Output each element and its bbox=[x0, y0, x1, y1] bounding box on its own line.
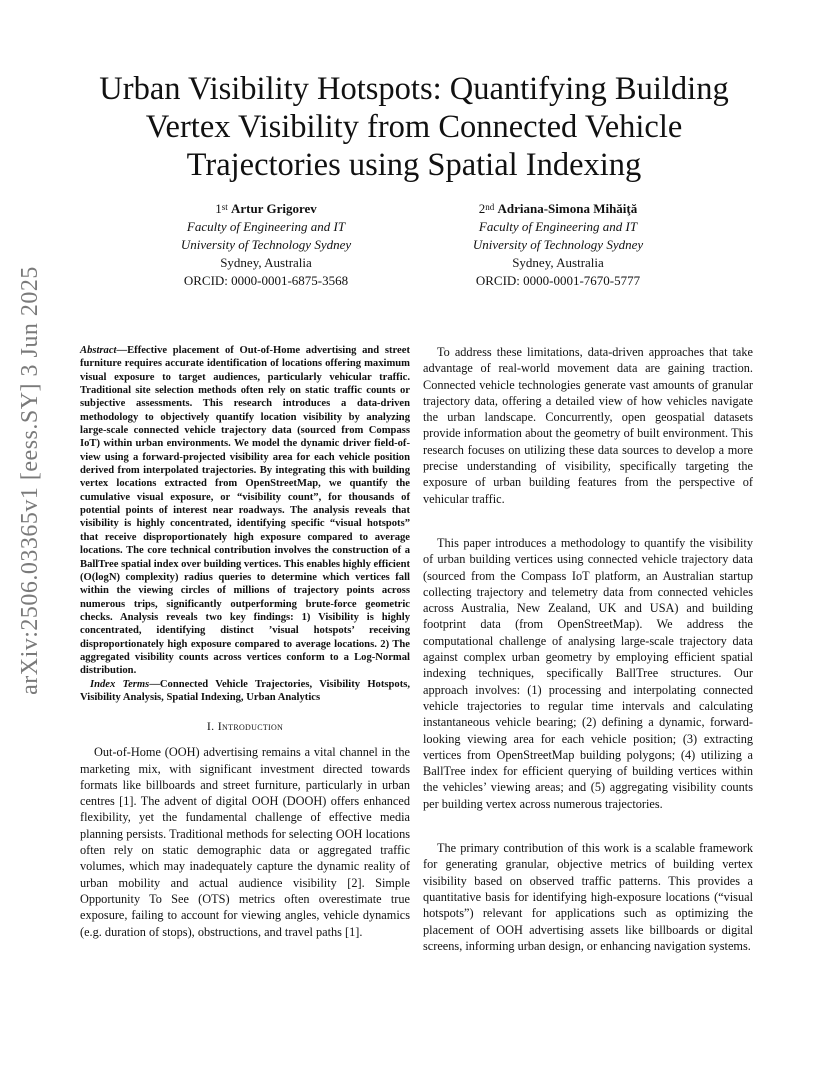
author-university: University of Technology Sydney bbox=[472, 237, 644, 252]
author-ordinal-suffix: nd bbox=[485, 202, 495, 212]
arxiv-id: arXiv:2506.03365v1 [eess.SY] 3 Jun 2025 bbox=[16, 265, 43, 695]
author-faculty: Faculty of Engineering and IT bbox=[186, 219, 346, 234]
author-ordinal: 1 bbox=[215, 201, 222, 216]
author-name-line bbox=[136, 200, 396, 218]
author-orcid: ORCID: 0000-0001-7670-5777 bbox=[475, 273, 641, 288]
section-number: I. bbox=[206, 719, 215, 734]
abstract-text: —Effective placement of Out-of-Home advertising and street furniture requires accurate identification of locations offering maximum visual exposure to target audiences, particularly vehicular traffic. Traditional site selection methods often rely on static traffic counts or subjective assessments. This research introduces a data-driven methodology to objectively quantify location visibility by analyzing large-scale connected vehicle trajectory data (sourced from Compass IoT) within urban environments. We model the dynamic driver field-of-view using a forward-projected visibility area for each vehicle position derived from interpolated trajectories. By integrating this with building vertex locations extracted from OpenStreetMap, we quantify the cumulative visual exposure, or “visibility count”, for thousands of potential points of interest near roadways. The analysis reveals that visibility is highly concentrated, identifying specific “visual hotspots” that receive disproportionately high exposure compared to average locations. The core technical contribution involves the construction of a BallTree spatial index over building vertices. This enables highly efficient (O(logN) complexity) radius queries to determine which vertices fall within the viewing circles of millions of trajectory points across numerous trips, significantly outperforming brute-force geometric checks. Analysis reveals two key findings: 1) Visibility is highly concentrated, identifying distinct ’visual hotspots’ receiving disproportionately high exposure compared to average locations. 2) The aggregated visibility counts across vertices conform to a Log-Normal distribution. bbox=[80, 345, 410, 677]
author-ordinal-suffix: st bbox=[221, 202, 228, 212]
right-paragraph-2: This paper introduces a methodology to quantify the visibility of urban building vertices using connected vehicle trajectory data (sourced from the Compass IoT platform, an Australian startup collecting trajectory and telemetry data from connected vehicles across Australia, New Zealand, UK and USA) and building footprint data (from OpenStreetMap). We address the computational challenge of analysing large-scale trajectory data against complex urban geometry by employing efficient spatial indexing techniques, specifically BallTree structures. Our approach involves: (1) processing and interpolating connected vehicle trajectories to regular time intervals and calculating instantaneous vehicle bearing; (2) defining a dynamic, forward-looking viewing area for each vehicle position; (3) extracting vertices from OpenStreetMap building polygons; (4) utilizing a BallTree index for efficient querying of building vertices within the vehicles’ viewing areas; and (5) aggregating visibility counts per building vertex across numerous trajectories. bbox=[423, 535, 753, 811]
author-ordinal: 2 bbox=[478, 201, 486, 216]
section-heading-introduction bbox=[80, 719, 410, 734]
author-block-2 bbox=[428, 200, 688, 290]
author-name: Artur Grigorev bbox=[230, 201, 317, 216]
right-column bbox=[423, 344, 753, 982]
arxiv-sidebar-stamp bbox=[8, 265, 52, 695]
author-name-line bbox=[428, 200, 688, 218]
author-university: University of Technology Sydney bbox=[180, 237, 352, 252]
section-title: Introduction bbox=[217, 719, 284, 734]
abstract bbox=[80, 344, 410, 678]
right-paragraph-3: The primary contribution of this work is a scalable framework for generating granular, objective metrics of building vertex visibility based on observed traffic patterns. This provides a quantitative basis for identifying high-exposure locations (“visual hotspots”) relevant for applications such as optimizing the placement of OOH advertising assets like billboards or digital screens, informing urban design, or enhancing navigation systems. bbox=[423, 841, 753, 953]
left-column bbox=[80, 344, 410, 940]
author-name: Adriana-Simona Mihăiţă bbox=[497, 201, 638, 216]
index-terms-lead: Index Terms bbox=[90, 678, 150, 690]
intro-paragraph-1: Out-of-Home (OOH) advertising remains a vital channel in the marketing mix, with significant investment directed towards formats like billboards and street furniture, particularly in urban centres [1]. The advent of digital OOH (DOOH) offers enhanced flexibility, yet the fundamental challenge of effective media planning persists. Traditional methods for selecting OOH locations often rely on static demographic data or aggregated traffic volumes, which may inadequately capture the dynamic reality of urban mobility and actual audience visibility [2]. Simple Opportunity To See (OTS) metrics often overestimate true exposure, failing to account for viewing angles, vehicle dynamics (e.g. duration of stops), obstructions, and travel paths [1]. bbox=[80, 745, 410, 939]
abstract-lead: Abstract bbox=[80, 345, 117, 356]
author-location: Sydney, Australia bbox=[512, 255, 604, 270]
author-faculty: Faculty of Engineering and IT bbox=[478, 219, 638, 234]
index-terms bbox=[80, 678, 410, 705]
author-block-1 bbox=[136, 200, 396, 290]
paper-title: Urban Visibility Hotspots: Quantifying Building Vertex Visibility from Connected Vehicle Trajectories using Spatial Indexing bbox=[99, 71, 729, 183]
index-terms-text: —Connected Vehicle Trajectories, Visibility Hotspots, Visibility Analysis, Spatial Indexing, Urban Analytics bbox=[80, 678, 410, 703]
author-orcid: ORCID: 0000-0001-6875-3568 bbox=[183, 273, 349, 288]
right-paragraph-1: To address these limitations, data-driven approaches that take advantage of real-world movement data are gaining traction. Connected vehicle technologies generate vast amounts of granular trajectory data, offering a detailed view of how vehicles navigate the urban landscape. Concurrently, open geospatial datasets provide information about the geometry of built environment. This research focuses on utilizing these data sources to develop a more precise understanding of visibility, specifically targeting the exposure of urban building features from the perspective of vehicular traffic. bbox=[423, 345, 753, 506]
author-location: Sydney, Australia bbox=[220, 255, 312, 270]
